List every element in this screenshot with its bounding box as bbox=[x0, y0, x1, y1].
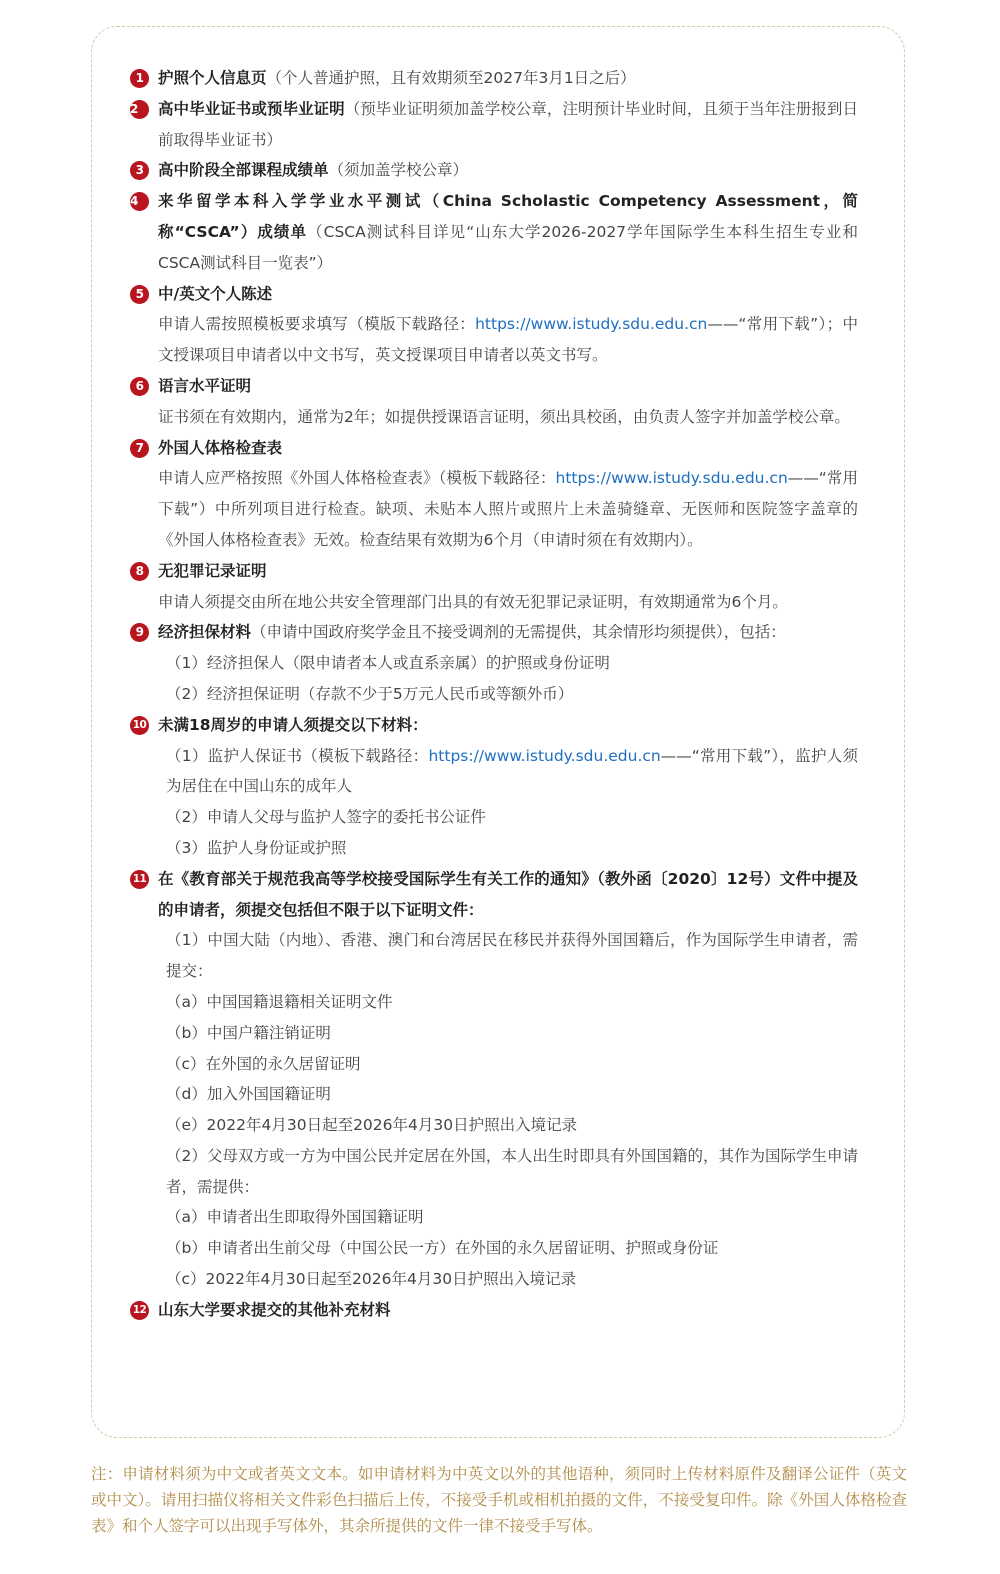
body-text: 申请人需按照模板要求填写（模版下载路径： bbox=[158, 315, 476, 334]
item-heading: 在《教育部关于规范我高等学校接受国际学生有关工作的通知》（教外函〔2020〕12号）文件中提及的申请者，须提交包括但不限于以下证明文件： bbox=[158, 869, 858, 919]
download-link[interactable]: https://www.istudy.sdu.edu.cn bbox=[555, 469, 788, 488]
number-badge: 8 bbox=[130, 562, 149, 581]
sub-item: （b）申请者出生前父母（中国公民一方）在外国的永久居留证明、护照或身份证 bbox=[166, 1239, 719, 1258]
list-item bbox=[130, 864, 858, 1295]
list-item bbox=[130, 1295, 858, 1326]
sub-item: （2）申请人父母与监护人签字的委托书公证件 bbox=[166, 808, 486, 827]
number-badge: 11 bbox=[130, 870, 149, 889]
list-item bbox=[130, 617, 858, 709]
body-text: （1）监护人保证书（模板下载路径： bbox=[166, 746, 429, 765]
download-link[interactable]: https://www.istudy.sdu.edu.cn bbox=[428, 746, 661, 765]
item-heading: 语言水平证明 bbox=[158, 376, 252, 395]
item-heading: 未满18周岁的申请人须提交以下材料： bbox=[158, 715, 428, 734]
sub-item: （d）加入外国国籍证明 bbox=[166, 1085, 331, 1104]
item-note: （申请中国政府奖学金且不接受调剂的无需提供，其余情形均须提供），包括： bbox=[251, 623, 786, 642]
sub-item: （3）监护人身份证或护照 bbox=[166, 838, 347, 857]
sub-item: （c）在外国的永久居留证明 bbox=[166, 1054, 361, 1073]
number-badge: 12 bbox=[130, 1301, 149, 1320]
requirements-list bbox=[130, 63, 858, 1326]
sub-item: （1）中国大陆（内地）、香港、澳门和台湾居民在移民并获得外国国籍后，作为国际学生申请者，需提交： bbox=[166, 931, 858, 981]
body-text: ——“常用下载”）中所列项目进行检查。缺项、未贴本人照片或照片上未盖骑缝章、无医师和医院签字盖章的《外国人体格检查表》无效。检查结果有效期为6个月（申请时须在有效期内）。 bbox=[158, 469, 858, 549]
sub-item: （b）中国户籍注销证明 bbox=[166, 1023, 331, 1042]
item-heading: 外国人体格检查表 bbox=[158, 438, 283, 457]
number-badge: 2 bbox=[130, 100, 149, 119]
body-text: ——“常用下载”），监护人须为居住在中国山东的成年人 bbox=[166, 746, 859, 796]
item-body bbox=[158, 309, 858, 371]
list-item bbox=[130, 556, 858, 618]
item-note: （个人普通护照，且有效期须至2027年3月1日之后） bbox=[266, 69, 636, 87]
number-badge: 3 bbox=[130, 161, 149, 180]
sub-item: （a）申请者出生即取得外国国籍证明 bbox=[166, 1208, 424, 1227]
item-heading: 经济担保材料 bbox=[158, 623, 252, 642]
number-badge: 1 bbox=[130, 69, 149, 88]
list-item bbox=[130, 710, 858, 864]
sub-item: （a）中国国籍退籍相关证明文件 bbox=[166, 992, 393, 1011]
sub-item: （1）经济担保人（限申请者本人或直系亲属）的护照或身份证明 bbox=[166, 654, 610, 673]
download-link[interactable]: https://www.istudy.sdu.edu.cn bbox=[475, 315, 708, 334]
item-heading: 中/英文个人陈述 bbox=[158, 284, 273, 303]
body-text: 申请人应严格按照《外国人体格检查表》（模板下载路径： bbox=[158, 469, 556, 488]
list-item bbox=[130, 279, 858, 371]
number-badge: 4 bbox=[130, 192, 149, 211]
footnote: 注：申请材料须为中文或者英文文本。如申请材料为中英文以外的其他语种，须同时上传材料原件及翻译公证件（英文或中文）。请用扫描仪将相关文件彩色扫描后上传，不接受手机或相机拍摄的文件，不接受复印件。除《外国人体格检查表》和个人签字可以出现手写体外，其余所提供的文件一律不接受手写体。 bbox=[91, 1465, 907, 1535]
number-badge: 10 bbox=[130, 716, 149, 735]
item-body bbox=[158, 463, 858, 555]
list-item bbox=[130, 155, 858, 186]
number-badge: 6 bbox=[130, 377, 149, 396]
sub-item: （c）2022年4月30日起至2026年4月30日护照出入境记录 bbox=[166, 1270, 577, 1289]
number-badge: 5 bbox=[130, 285, 149, 304]
sub-item: （2）经济担保证明（存款不少于5万元人民币或等额外币） bbox=[166, 684, 574, 703]
item-heading: 高中阶段全部课程成绩单 bbox=[158, 161, 329, 180]
item-heading: 无犯罪记录证明 bbox=[158, 561, 267, 580]
body-text: ——“常用下载”）；中文授课项目申请者以中文书写，英文授课项目申请者以英文书写。 bbox=[158, 315, 858, 365]
list-item bbox=[130, 186, 858, 278]
item-heading: 护照个人信息页 bbox=[158, 69, 267, 87]
number-badge: 7 bbox=[130, 439, 149, 458]
list-item bbox=[130, 63, 858, 94]
item-heading: 来华留学本科入学学业水平测试（China Scholastic Competency Assessment，简称“CSCA”）成绩单 bbox=[158, 192, 858, 241]
item-heading: 山东大学要求提交的其他补充材料 bbox=[158, 1300, 391, 1319]
sub-item: （e）2022年4月30日起至2026年4月30日护照出入境记录 bbox=[166, 1116, 578, 1135]
item-note: （预毕业证明须加盖学校公章，注明预计毕业时间，且须于当年注册报到日前取得毕业证书） bbox=[158, 99, 858, 149]
list-item bbox=[130, 371, 858, 433]
item-note: （须加盖学校公章） bbox=[328, 161, 469, 180]
list-item bbox=[130, 433, 858, 556]
item-body: 证书须在有效期内，通常为2年；如提供授课语言证明，须出具校函，由负责人签字并加盖学校公章。 bbox=[158, 407, 850, 426]
item-note: （CSCA测试科目详见“山东大学2026-2027学年国际学生本科生招生专业和CSCA测试科目一览表”） bbox=[158, 222, 858, 272]
item-heading: 高中毕业证书或预毕业证明 bbox=[158, 99, 345, 118]
item-body: 申请人须提交由所在地公共安全管理部门出具的有效无犯罪记录证明，有效期通常为6个月。 bbox=[158, 592, 788, 611]
number-badge: 9 bbox=[130, 623, 149, 642]
list-item bbox=[130, 94, 858, 156]
sub-item: （2）父母双方或一方为中国公民并定居在外国，本人出生时即具有外国国籍的，其作为国际学生申请者，需提供： bbox=[166, 1146, 858, 1196]
sub-item bbox=[158, 741, 858, 803]
